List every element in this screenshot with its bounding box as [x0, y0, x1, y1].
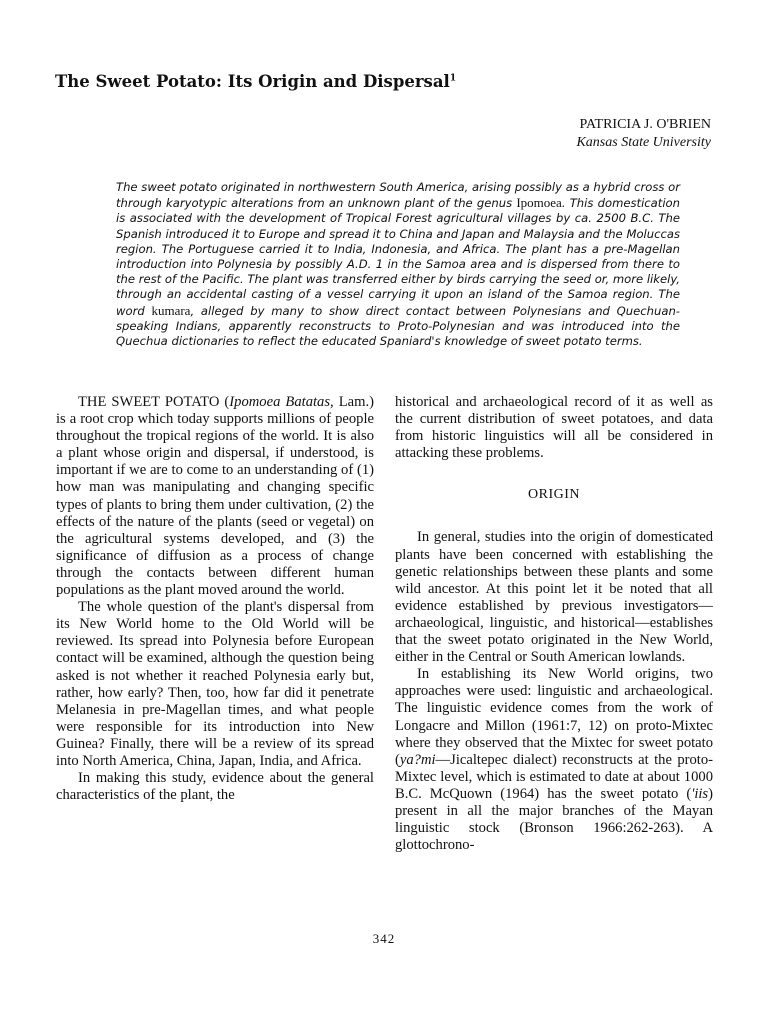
author-name: PATRICIA J. O'BRIEN — [579, 117, 711, 132]
mixtec-term: ya?mi — [399, 751, 436, 768]
title-footnote-marker: 1 — [449, 73, 457, 84]
species-name: Ipomoea Batatas — [229, 394, 331, 410]
abstract-word: kumara — [151, 302, 191, 318]
body-paragraph-4: In general, studies into the origin of domesticated plants have been concerned with establishing the genetic relationships between these plants and some wild ancestor. At this point let it be noted that all evidence established by previous investigators—archaeological, linguistic, and historical—establishes that the sweet potato originated in the New World, either in the Central or South American lowlands. — [395, 529, 713, 666]
abstract-genus: Ipomoea — [516, 195, 562, 211]
body-paragraph-3: In making this study, evidence about the general characteristics of the plant, the — [56, 770, 374, 804]
body-paragraph-3-continued: historical and archaeological record of it as well as the current distribution of sweet potatoes, and data from historic linguistics will all be considered in attacking these problems. — [395, 394, 713, 462]
author-block — [576, 116, 711, 152]
right-column — [395, 394, 713, 854]
section-heading-origin: ORIGIN — [528, 487, 580, 503]
page-number: 342 — [372, 931, 396, 946]
article-title — [55, 72, 456, 91]
abstract: The sweet potato originated in northwestern South America, arising possibly as a hybrid cross or through karyotypic alterations from an unknown plant of the genus Ipomoea. This domestication is associated with the development of Tropical Forest agricultural villages by ca. 2500 B.C. The Spanish introduced it to Europe and spread it to China and Japan and Malaysia and the Moluccas region. The Portuguese carried it to India, Indonesia, and Africa. The plant has a pre-Magellan introduction into Polynesia by possibly A.D. 1 in the Samoa area and is dispersed from there to the rest of the Pacific. The plant was transferred either by birds carrying the seed or, more likely, through an accidental casting of a vessel carrying it upon an island of the Samoa region. The word kumara, alleged by many to show direct contact between Polynesians and Quechuan-speaking Indians, apparently reconstructs to Proto-Polynesian and was introduced into the Quechua dictionaries to reflect the educated Spaniard's knowledge of sweet potato terms. — [116, 180, 680, 349]
title-text: The Sweet Potato: Its Origin and Dispersal — [55, 72, 450, 91]
mayan-term: 'iis — [691, 785, 709, 802]
body-paragraph-1: THE SWEET POTATO (Ipomoea Batatas, Lam.) is a root crop which today supports millions of people throughout the tropical regions of the world. It is also a plant whose origin and dispersal, if understood, is important if we are to come to an understanding of (1) how man was manipulating and changing specific types of plants to bring them under cultivation, (2) the effects of the nature of the plants (seed or vegetal) on the agricultural systems developed, and (3) the significance of diffusion as a process of change through the contacts between different human populations as the plant moved around the world. — [56, 394, 374, 599]
left-column — [56, 394, 374, 804]
body-paragraph-5: In establishing its New World origins, two approaches were used: linguistic and archaeological. The linguistic evidence comes from the work of Longacre and Millon (1961:7, 12) on proto-Mixtec where they observed that the Mixtec for sweet potato (ya?mi—Jicaltepec dialect) reconstructs at the proto-Mixtec level, which is estimated to date at about 1000 B.C. McQuown (1964) has the sweet potato ('iis) present in all the major branches of the Mayan linguistic stock (Bronson 1966:262-263). A glottochrono- — [395, 666, 713, 854]
author-affiliation: Kansas State University — [576, 135, 711, 150]
body-paragraph-2: The whole question of the plant's dispersal from its New World home to the Old World will be reviewed. Its spread into Polynesia before European contact will be examined, although the question being asked is not whether it reached Polynesia early but, rather, how early? Then, too, how far did it penetrate Melanesia in pre-Magellan times, and what people were responsible for its introduction into New Guinea? Finally, there will be a review of its spread into North America, China, Japan, India, and Africa. — [56, 599, 374, 769]
